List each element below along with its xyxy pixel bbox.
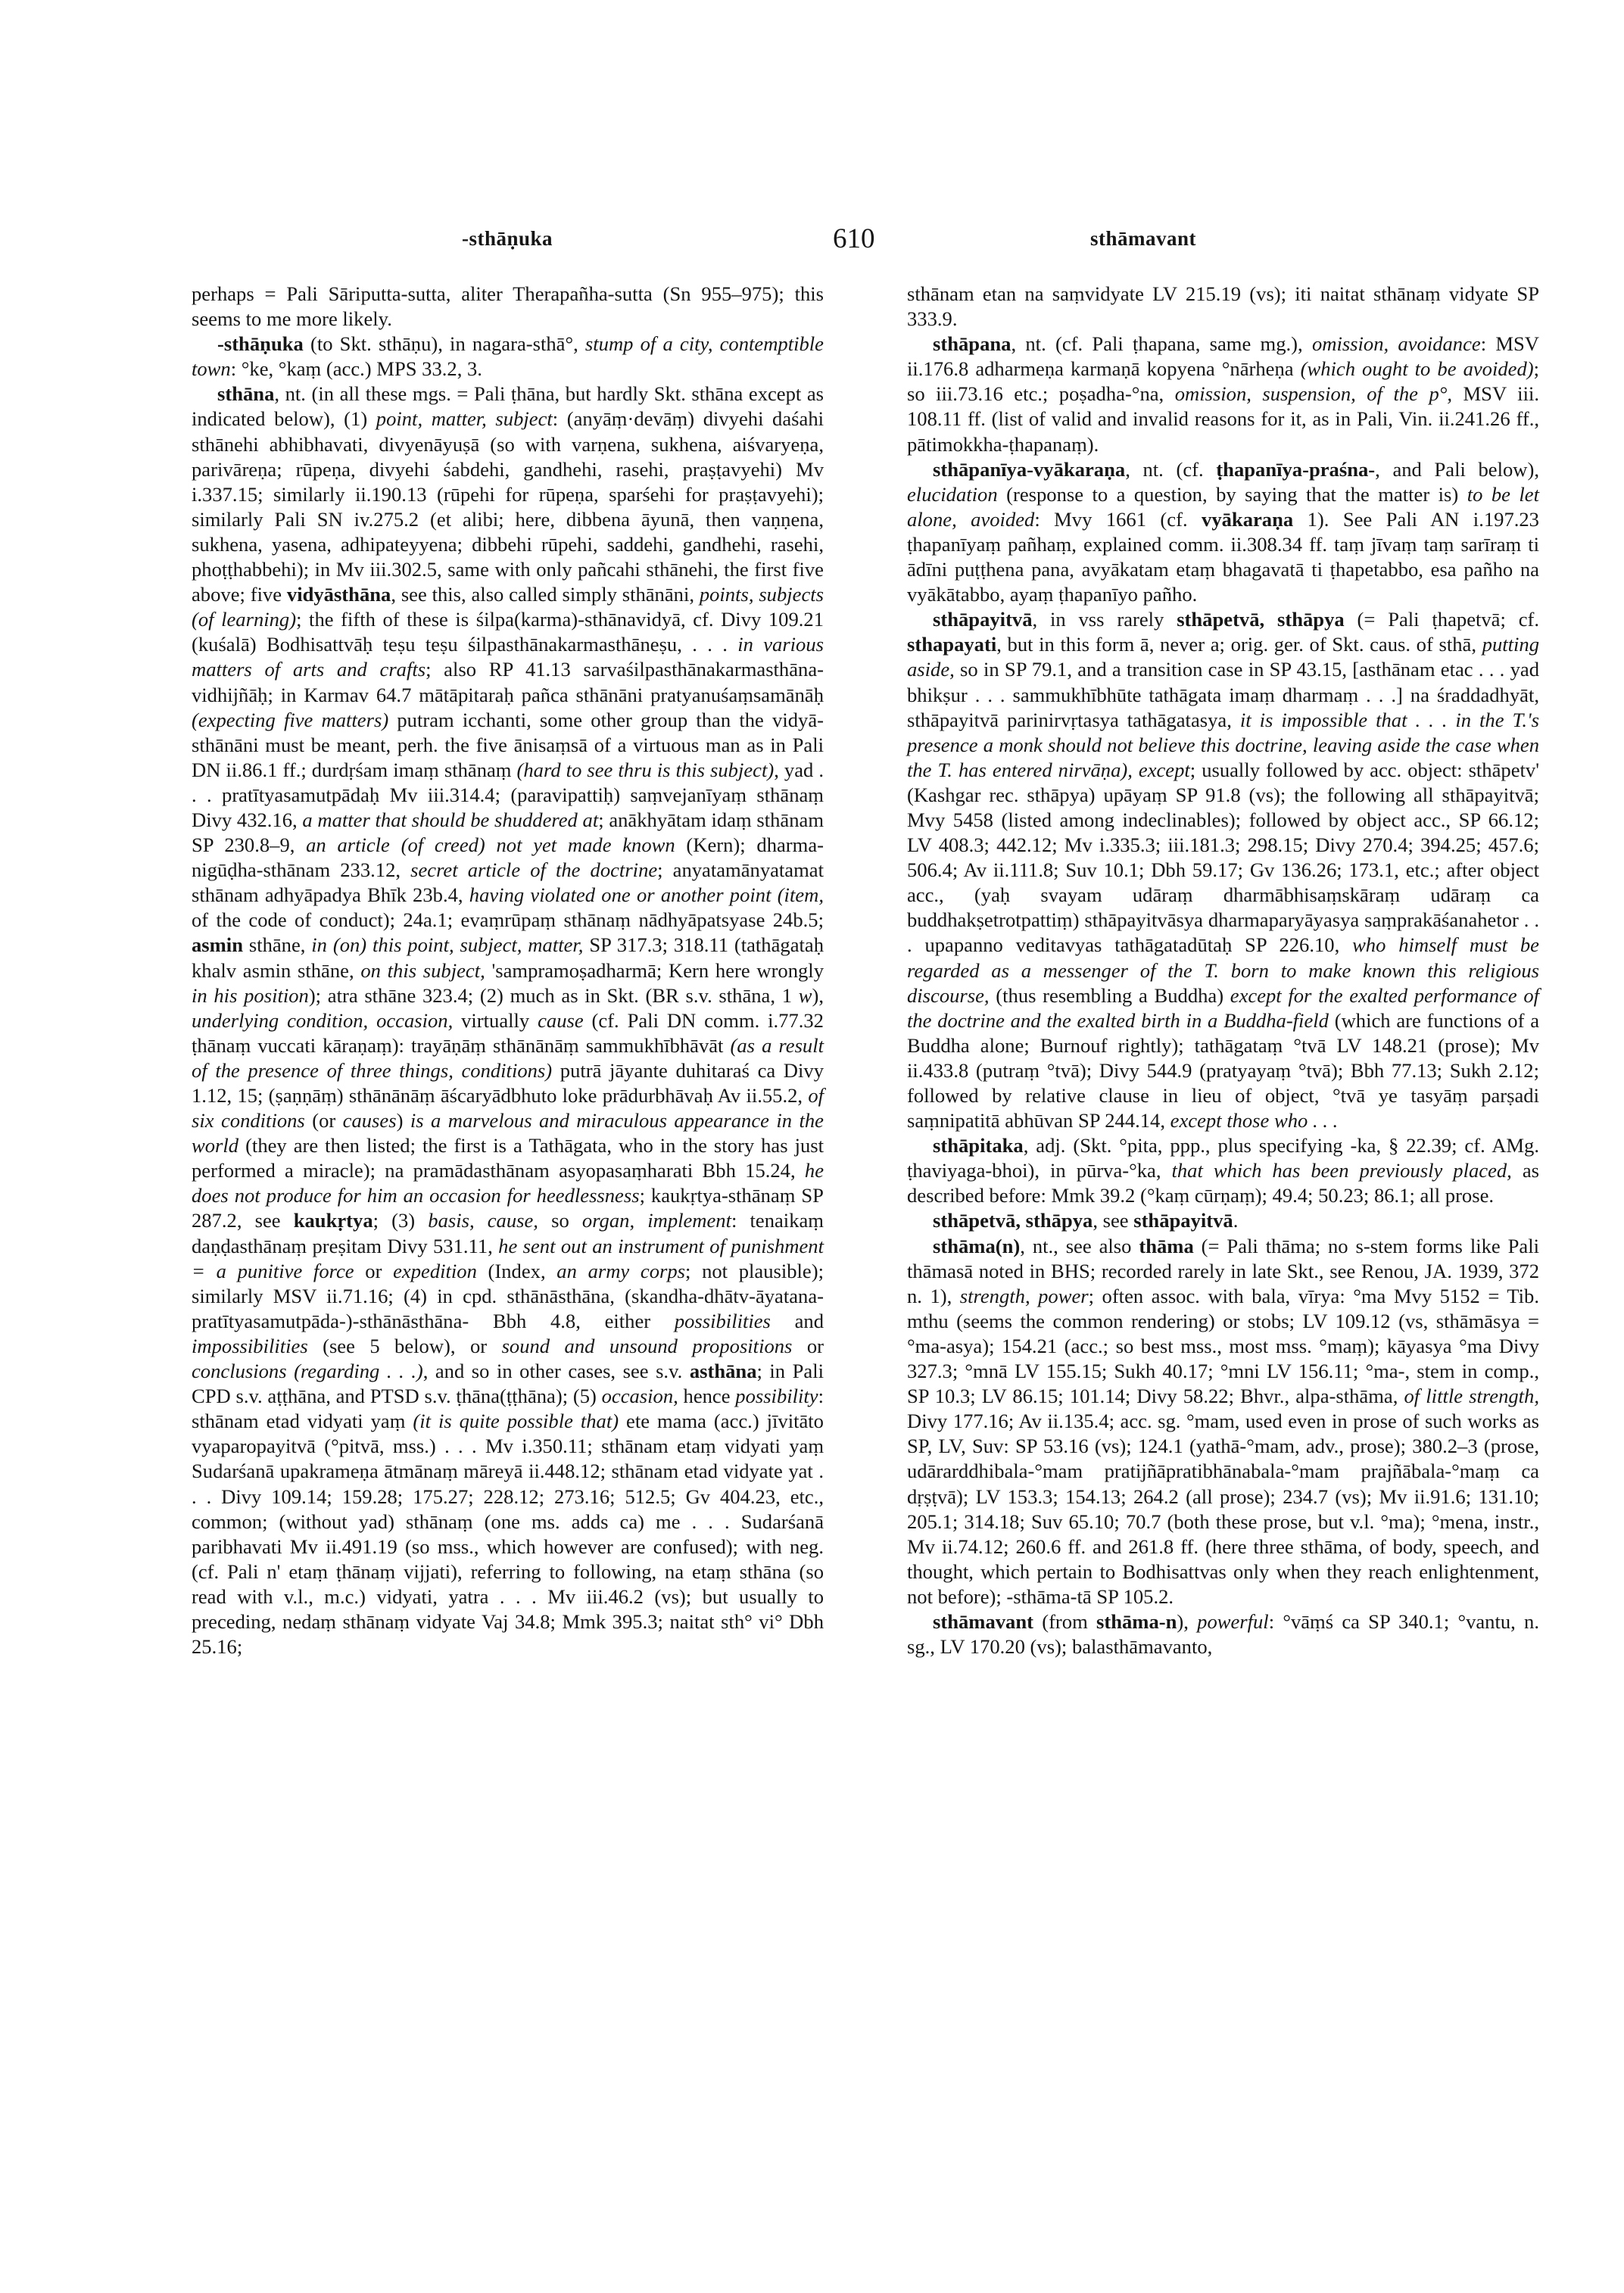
headword: -sthāṇuka <box>217 332 304 356</box>
entry-text: (which are functions of a Buddha alone; Burnouf rightly); tathāgataṃ °tvā LV 148.21 (prose); Mv ii.433.8 (putraṃ °tvā); Divy 544.9 (pratyayaṃ °tvā); Bbh 77.13; Sukh 2.12; followed by relative clause in lieu of object, °tvā ye tasyāṃ parṣadi saṃnipatitā abhūvan SP 244.14, <box>907 1008 1540 1132</box>
entry-text: (to Skt. sthāṇu), in nagara-sthā°, <box>303 332 585 356</box>
dictionary-entry <box>907 1234 1539 1609</box>
gloss: except for the exalted performance of the doctrine and the exalted birth in a Buddha-field <box>907 983 1539 1032</box>
gloss: underlying condition, occasion, <box>192 1008 454 1032</box>
headword: kaukṛtya <box>293 1209 373 1232</box>
headword: sthāpetvā, sthāpya <box>933 1209 1093 1232</box>
gloss: it is impossible that . . . in the T.'s presence a monk should not believe this doctrine, leaving aside the case when the T. has entered nirvāṇa), except <box>907 708 1540 781</box>
entry-text: (or <box>304 1109 343 1132</box>
gloss: (as a result of the presence of three things, conditions) <box>192 1033 824 1082</box>
running-head <box>189 223 1514 257</box>
entry-text: , but in this form ā, never a; orig. ger. of Skt. caus. of sthā, <box>996 633 1482 656</box>
running-head-last-entry: sthāmavant <box>1089 227 1196 250</box>
gloss: (it is quite possible that) <box>413 1410 619 1433</box>
entry-text: , adj. (Skt. °pita, ppp., plus specifying -ka, § 22.39; cf. AMg. ṭhaviyaga-bhoi), in pūrva-°ka, <box>907 1134 1539 1182</box>
gloss: an article (of creed) not yet made known <box>306 833 675 857</box>
gloss: expedition <box>393 1259 477 1282</box>
gloss: stump of a city, contemptible town <box>192 332 824 381</box>
entry-text: putram icchanti, some other group than the vidyā-sthānāni must be meant, perh. the five ānisaṃsā of a virtuous man as in Pali DN ii.86.1 ff.; durdṛśam imaṃ sthānaṃ <box>192 708 824 781</box>
entry-text: (they are then listed; the first is a Tathāgata, who in the story has just performed a miracle); na pramādasthānam asyopasaṃharati Bbh 15.24, <box>192 1134 824 1182</box>
entry-text: ), <box>812 983 824 1007</box>
headword: sthāpana <box>933 332 1011 356</box>
entry-text: , see <box>1093 1209 1134 1232</box>
gloss: omission, suspension, of the p°, <box>1174 382 1453 406</box>
entry-text: Divy 177.16; Av ii.135.4; acc. sg. °mam, used even in prose of such works as SP, LV, Suv: SP 53.16 (vs); 124.1 (yathā-°mam, adv., prose); 380.2–3 (prose, udārarddhibala-°mam pratijñāpratibhānabala-°mam prajñābala-°maṃ ca dṛṣṭvā); LV 153.3; 154.13; 264.2 (all prose); 234.7 (vs); Mv ii.91.6; 131.10; 205.1; 314.18; Suv 65.10; 70.7 (both these prose, but v.l. °ma); °mena, instr., Mv ii.74.12; 260.6 ff. and 261.8 ff. (here three sthāma, of body, speech, and thought, which pertain to Bodhisattvas only when they reach enlightenment, not before); -sthāma-tā SP 105.2. <box>907 1410 1539 1608</box>
entry-text: or <box>792 1334 824 1357</box>
entry-text: so <box>538 1209 582 1232</box>
page-number: 610 <box>833 223 875 254</box>
gloss: is a marvelous and miraculous appearance in the world <box>192 1109 824 1157</box>
entry-text: , nt., see also <box>1020 1234 1139 1257</box>
dictionary-entry <box>192 332 824 382</box>
headword: sthāma(n) <box>933 1234 1021 1257</box>
entry-text: , nt. (cf. <box>1125 457 1217 481</box>
gloss: in various matters of arts and crafts <box>192 633 824 681</box>
entry-text: ; often assoc. with bala, vīrya: °ma Mvy 5152 = Tib. mthu (seems the common rendering) or stobs; LV 109.12 (vs, sthāmāsya = °ma-asya); 154.21 (acc.; so best mss., most mss. °maṃ); kāyasya °ma Divy 327.3; °mnā LV 155.15; Sukh 40.17; °mni LV 156.11; °ma-, stem in comp., SP 10.3; LV 86.15; 101.14; Divy 58.22; Bhvr., alpa-sthāma, <box>907 1284 1540 1408</box>
headword: vidyāsthāna <box>286 583 391 606</box>
entry-text: ); atra sthāne 323.4; (2) much as in Skt. (BR s.v. sthāna, 1 <box>308 983 799 1007</box>
entry-text: (Index, <box>476 1259 557 1282</box>
dictionary-entry <box>907 332 1539 456</box>
gloss: omission, avoidance <box>1311 332 1481 356</box>
headword: sthāna <box>217 382 275 406</box>
gloss: to be let alone, avoided <box>907 482 1539 531</box>
headword: thāma <box>1139 1234 1194 1257</box>
entry-text: (Kern); dharma-nigūḍha-sthānam 233.12, <box>192 833 824 882</box>
gloss: w <box>798 983 812 1007</box>
headword: asmin <box>192 933 243 957</box>
headword: sthāpetvā, sthāpya <box>1177 608 1345 631</box>
entry-text: hence <box>678 1385 736 1408</box>
entry-text: of the code of conduct); 24a.1; evaṃrūpaṃ sthānaṃ nādhyāpatsyase 24b.5; <box>192 908 824 932</box>
gloss: elucidation <box>907 482 998 506</box>
gloss: in his position <box>192 983 309 1007</box>
gloss: powerful <box>1197 1609 1269 1633</box>
entry-text: ; in Pali CPD s.v. aṭṭhāna, and PTSD s.v. ṭhāna(ṭṭhāna); (5) <box>192 1360 824 1408</box>
gloss: basis, cause, <box>428 1209 538 1232</box>
gloss: who himself must be regarded as a messenger of the T. born to make known this religious discourse, <box>907 933 1539 1007</box>
entry-text: ; not plausible); similarly MSV ii.71.16; (4) in cpd. sthānāsthāna, (skandha-dhātv-āyatana-pratītyasamutpāda-)-sthānāsthāna- Bbh 4.8, either <box>192 1259 824 1332</box>
gloss: organ, implement <box>581 1209 731 1232</box>
entry-text: MSV iii. 108.11 ff. (list of valid and invalid reasons for it, as in Pali, Vin. ii.241.26 ff., pātimokkha-ṭhapanaṃ). <box>907 382 1539 456</box>
entry-text: ) <box>396 1109 410 1132</box>
entry-text: ; usually followed by acc. object: sthāpetv' (Kashgar rec. sthāpya) upāyaṃ SP 91.8 (vs); the following all sthāpayitvā; Mvy 5458 (listed among indeclinables); followed by object acc., SP 66.12; LV 408.3; 442.12; Mv i.335.3; iii.181.3; 298.15; Divy 270.4; 394.25; 457.6; 506.4; Av ii.111.8; Suv 10.1; Dbh 59.17; Gv 136.26; 173.1, etc.; after object acc., (yaḥ svayam udāraṃ dharmābhisaṃskāraṃ udāraṃ ca buddhakṣetrotpattiṃ) sthāpayitvāsya dharmaparyāyasya saṃprakāśanahetor . . . upapanno veditavyas tathāgatadūtaḥ SP 226.10, <box>907 758 1539 957</box>
entry-text: (cf. Pali DN comm. i.77.32 ṭhānaṃ vuccati kāraṇaṃ): trayāṇāṃ sthānānāṃ sammukhībhāvāt <box>192 1008 824 1057</box>
entry-text: sthānam etan na saṃvidyate LV 215.19 (vs); iti naitat sthānaṃ vidyate SP 333.9. <box>907 282 1539 331</box>
headword: ṭhapanīya-praśna- <box>1216 457 1376 481</box>
headword: sthāpayitvā <box>933 608 1033 631</box>
entry-text: ), <box>1177 1609 1198 1633</box>
headword: sthāma-n <box>1096 1609 1177 1633</box>
dictionary-entry <box>907 607 1539 1133</box>
entry-text: 'sampramoṣadharmā; Kern here wrongly <box>485 958 824 982</box>
entry-text: , nt. (in all these mgs. = Pali ṭhāna, but hardly Skt. sthāna except as indicated below), (1) <box>192 382 824 431</box>
gloss: secret article of the doctrine <box>410 858 658 882</box>
entry-text: perhaps = Pali Sāriputta-sutta, aliter Therapañha-sutta (Sn 955–975); this seems to me more likely. <box>192 282 824 331</box>
entry-text: or <box>354 1259 394 1282</box>
dictionary-entry <box>907 1133 1539 1208</box>
entry-text: (thus resembling a Buddha) <box>989 983 1230 1007</box>
headword: vyākaraṇa <box>1202 507 1294 531</box>
gloss: a matter that should be shuddered at <box>302 808 599 831</box>
entry-text: sthāne, <box>242 933 312 957</box>
entry-text: as described before: Mmk 39.2 (°kaṃ cūrṇaṃ); 49.4; 50.23; 86.1; all prose. <box>907 1159 1539 1207</box>
right-column <box>907 282 1539 1659</box>
entry-text: ; the fifth of these is śilpa(karma)-sthānavidyā, cf. Divy 109.21 (kuśalā) Bodhisattvāḥ teṣu teṣu śilpasthānakarmasthāneṣu, . . . <box>192 608 824 656</box>
dictionary-entry <box>907 1208 1539 1233</box>
gloss: (hard to see thru is this subject) <box>516 758 775 781</box>
entry-text: : Mvy 1661 (cf. <box>1034 507 1202 531</box>
entry-text: , yad . . . pratītyasamutpādaḥ Mv iii.314.4; (paravipattiḥ) saṃvejanīyaṃ sthānaṃ Divy 432.16, <box>192 758 824 831</box>
gloss: he sent out an instrument of punishment = a punitive force <box>192 1234 824 1282</box>
dictionary-entry <box>907 1609 1539 1659</box>
headword: sthapayati <box>907 633 997 656</box>
entry-text: : °vāṃś ca SP 340.1; °vantu, n. sg., LV 170.20 (vs); balasthāmavanto, <box>907 1609 1539 1659</box>
gloss: possibilities <box>674 1309 771 1332</box>
gloss: (which ought to be avoided) <box>1300 357 1534 381</box>
entry-text: , and so in other cases, see s.v. <box>422 1360 690 1383</box>
running-head-first-entry: -sthāṇuka <box>462 227 553 250</box>
gloss: strength, power <box>959 1284 1089 1307</box>
entry-text: ; kaukṛtya-sthānaṃ SP 287.2, see <box>192 1184 824 1232</box>
entry-text: virtually <box>453 1008 538 1032</box>
gloss: he does not produce for him an occasion for heedlessness <box>192 1159 824 1207</box>
entry-text: : MSV ii.176.8 adharmeṇa karmaṇā kopyena °nārheṇa <box>907 332 1539 381</box>
entry-text: so in SP 79.1, and a transition case in SP 43.15, [asthānam etac . . . yad bhikṣur . . . sammukhībhūte tathāgata imaṃ dharmaṃ . . .] na śraddadhyāt, sthāpayitvā parinirvṛtasya tathāgatasya, <box>907 658 1539 731</box>
entry-text: ; (3) <box>372 1209 429 1232</box>
gloss: sound and unsound propositions <box>501 1334 793 1357</box>
entry-text: : sthānam etad vidyati yaṃ <box>192 1385 824 1433</box>
entry-text: , in vss rarely <box>1032 608 1177 631</box>
gloss: (expecting five matters) <box>192 708 389 731</box>
entry-continuation <box>192 282 824 332</box>
dictionary-entry <box>192 382 824 1659</box>
gloss: having violated one or another point (item, <box>469 883 824 907</box>
headword: sthāmavant <box>933 1609 1033 1633</box>
gloss: on this subject, <box>360 958 485 982</box>
entry-text: (= Pali ṭhapetvā; cf. <box>1344 608 1540 631</box>
entry-text: : °ke, °kaṃ (acc.) MPS 33.2, 3. <box>230 357 482 381</box>
gloss: of little strength, <box>1404 1385 1539 1408</box>
gloss: that which has been previously placed, <box>1171 1159 1512 1182</box>
dictionary-entry <box>907 457 1539 608</box>
gloss: possibility <box>735 1385 818 1408</box>
entry-text: ; also RP 41.13 sarvaśilpasthānakarmasthāna-vidhijñāḥ; in Karmav 64.7 mātāpitaraḥ pañca sthānāni pratyanuśaṃsamānāḥ <box>192 658 824 706</box>
headword: sthāpayitvā <box>1133 1209 1233 1232</box>
headword: sthāpitaka <box>933 1134 1024 1157</box>
gloss: conclusions (regarding . . .) <box>192 1360 423 1383</box>
gloss: putting aside, <box>907 633 1539 681</box>
gloss: except those who . . . <box>1170 1109 1339 1132</box>
entry-text: ; so iii.73.16 etc.; poṣadha-°na, <box>907 357 1539 406</box>
entry-text: ; anākhyātam idaṃ sthānam SP 230.8–9, <box>192 808 824 857</box>
entry-text: putrā jāyante duhitaraś ca Divy 1.12, 15; (ṣaṇṇāṃ) sthānānāṃ āścaryādbhuto loke prādurbhāvaḥ Av ii.55.2, <box>192 1058 824 1107</box>
entry-text: (see 5 below), or <box>307 1334 502 1357</box>
gloss: occasion, <box>601 1385 678 1408</box>
left-column <box>192 282 824 1659</box>
entry-text: and <box>770 1309 824 1332</box>
entry-text: (response to a question, by saying that the matter is) <box>997 482 1467 506</box>
gloss: an army corps <box>556 1259 685 1282</box>
gloss: point, matter, subject <box>376 407 553 431</box>
headword: sthāpanīya-vyākaraṇa <box>933 457 1126 481</box>
entry-text: ete mama (acc.) jīvitāto vyaparopayitvā (°pitvā, mss.) . . . Mv i.350.11; sthānam etaṃ vidyati yaṃ Sudarśanā upakrameṇa ātmānaṃ māreyā ii.448.12; sthānam etad vidyate yat . . . Divy 109.14; 159.28; 175.27; 228.12; 273.16; 512.5; Gv 404.23, etc., common; (without yad) sthānaṃ (one ms. adds ca) me . . . Sudarśanā paribhavati Mv ii.491.19 (so mss., which however are confused); with neg. (cf. Pali n' etaṃ ṭhānaṃ vijjati), referring to following, na etaṃ sthāna (so read with v.l., m.c.) vidyati, yatra . . . Mv iii.46.2 (vs); but usually to preceding, nedaṃ sthānaṃ vidyate Vaj 34.8; Mmk 395.3; naitat sth° vi° Dbh 25.16; <box>192 1410 824 1659</box>
entry-text: , see this, also called simply sthānāni, <box>391 583 700 606</box>
entry-text: . <box>1233 1209 1239 1232</box>
entry-continuation <box>907 282 1539 332</box>
gloss: impossibilities <box>192 1334 308 1357</box>
entry-text: : tenaikaṃ daṇḍasthānaṃ preṣitam Divy 531.11, <box>192 1209 824 1257</box>
headword: asthāna <box>689 1360 757 1383</box>
entry-text: SP 317.3; 318.11 (tathāgataḥ khalv asmin sthāne, <box>192 933 824 982</box>
entry-text: , nt. (cf. Pali ṭhapana, same mg.), <box>1011 332 1312 356</box>
entry-text: 1). See Pali AN i.197.23 ṭhapanīyaṃ pañhaṃ, explained comm. ii.308.34 ff. taṃ jīvaṃ taṃ sarīraṃ ti ādīni puṭṭhena pana, avyākatam etaṃ bhagavatā ti ṭhapetabbo, esa pañho na vyākātabbo, ayaṃ ṭhapanīyo pañho. <box>907 507 1539 606</box>
gloss: causes <box>342 1109 397 1132</box>
gloss: cause <box>538 1008 584 1032</box>
gloss: in (on) this point, subject, matter, <box>311 933 584 957</box>
entry-text: : (anyāṃ·devāṃ) divyehi daśahi sthānehi abhibhavati, divyenāyuṣā (so with varṇena, sukhena, aiśvaryeṇa, parivāreṇa; rūpeṇa, divyehi śabdehi, gandhehi, rasehi, praṣṭavyehi) Mv i.337.15; similarly ii.190.13 (rūpehi for rūpeṇa, sparśehi for praṣṭavyehi); similarly Pali SN iv.275.2 (et alibi; here, dibbena āyunā, then vaṇṇena, sukhena, yasena, adhipateyyena; dibbehi rūpehi, saddehi, gandhehi, rasehi, phoṭṭhabbehi); in Mv iii.302.5, same with only pañcahi sthānehi, the first five above; five <box>192 407 824 606</box>
gloss: of six conditions <box>192 1084 824 1132</box>
gloss: points, subjects (of learning) <box>192 583 824 631</box>
entry-text: , and Pali below), <box>1375 457 1540 481</box>
entry-text: (= Pali thāma; no s-stem forms like Pali thāmasā noted in BHS; recorded rarely in late Skt., see Renou, JA. 1939, 372 n. 1), <box>907 1234 1539 1307</box>
entry-text: ; anyatamānyatamat sthānam adhyāpadya Bhīk 23b.4, <box>192 858 824 907</box>
entry-text: (from <box>1033 1609 1096 1633</box>
